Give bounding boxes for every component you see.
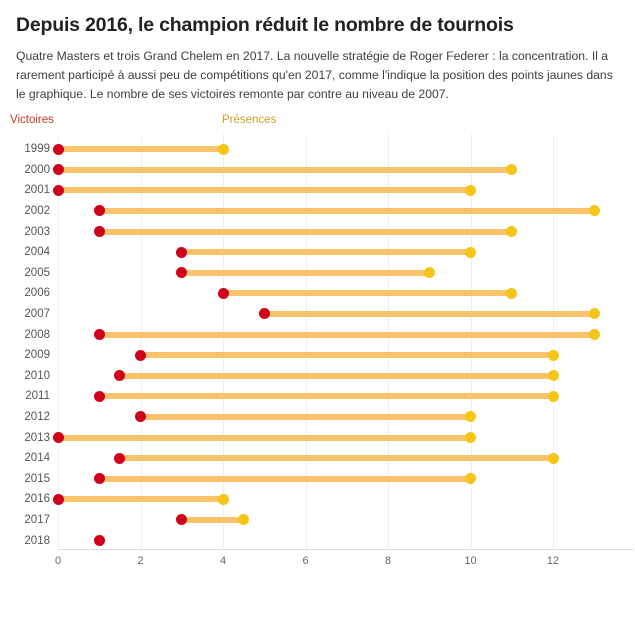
data-point-presences[interactable]: [506, 288, 517, 299]
data-point-victoires[interactable]: [53, 164, 64, 175]
x-axis-tick-label: 12: [546, 555, 560, 568]
data-point-presences[interactable]: [465, 432, 476, 443]
range-bar: [99, 393, 553, 399]
range-bar: [99, 332, 594, 338]
chart-row: [0, 448, 635, 468]
range-bar: [99, 476, 470, 482]
data-point-victoires[interactable]: [94, 226, 105, 237]
y-axis-tick-label: 2000: [24, 163, 50, 176]
chart-row: [0, 428, 635, 448]
chart-row: [0, 242, 635, 262]
y-axis-tick-label: 2006: [24, 287, 50, 300]
range-bar: [58, 146, 223, 152]
x-axis-tick-label: 6: [302, 555, 309, 568]
range-bar: [58, 187, 471, 193]
x-axis-tick-label: 2: [137, 555, 144, 568]
chart-row: [0, 139, 635, 159]
chart-row: [0, 263, 635, 283]
data-point-presences[interactable]: [424, 267, 435, 278]
dumbbell-chart: [0, 114, 635, 584]
chart-row: [0, 366, 635, 386]
range-bar: [141, 414, 471, 420]
data-point-victoires[interactable]: [135, 350, 146, 361]
data-point-victoires[interactable]: [176, 247, 187, 258]
x-axis-tick-label: 10: [464, 555, 477, 568]
y-axis-tick-label: 2009: [24, 349, 50, 362]
data-point-presences[interactable]: [589, 329, 600, 340]
range-bar: [120, 455, 553, 461]
chart-row: [0, 180, 635, 200]
data-point-presences[interactable]: [465, 473, 476, 484]
chart-row: [0, 201, 635, 221]
range-bar: [120, 373, 553, 379]
data-point-presences[interactable]: [238, 514, 249, 525]
y-axis-tick-label: 2008: [24, 328, 50, 341]
data-point-victoires[interactable]: [135, 411, 146, 422]
data-point-victoires[interactable]: [53, 185, 64, 196]
y-axis-tick-label: 2016: [24, 493, 50, 506]
y-axis-tick-label: 2007: [24, 307, 50, 320]
y-axis-tick-label: 2014: [24, 452, 50, 465]
chart-row: [0, 160, 635, 180]
chart-plot-area: [0, 134, 635, 584]
range-bar: [58, 167, 512, 173]
range-bar: [264, 311, 594, 317]
y-axis-tick-label: 2011: [25, 390, 50, 403]
chart-row: [0, 283, 635, 303]
data-point-victoires[interactable]: [176, 267, 187, 278]
data-point-victoires[interactable]: [53, 494, 64, 505]
legend-entry-presences: Présences: [222, 114, 277, 127]
data-point-presences[interactable]: [548, 370, 559, 381]
data-point-victoires[interactable]: [53, 144, 64, 155]
data-point-presences[interactable]: [465, 185, 476, 196]
chart-row: [0, 304, 635, 324]
legend-entry-victoires: Victoires: [10, 114, 54, 127]
data-point-presences[interactable]: [589, 308, 600, 319]
data-point-victoires[interactable]: [176, 514, 187, 525]
chart-legend: [0, 114, 635, 132]
range-bar: [182, 517, 244, 523]
data-point-victoires[interactable]: [259, 308, 270, 319]
y-axis-tick-label: 2001: [24, 184, 50, 197]
range-bar: [58, 435, 471, 441]
chart-row: [0, 386, 635, 406]
data-point-presences[interactable]: [465, 411, 476, 422]
page-title: Depuis 2016, le champion réduit le nombre de tournois: [16, 14, 514, 36]
chart-row: [0, 531, 635, 551]
y-axis-tick-label: 2013: [24, 431, 50, 444]
y-axis-tick-label: 2002: [24, 204, 50, 217]
chart-row: [0, 510, 635, 530]
y-axis-tick-label: 2004: [24, 246, 50, 259]
y-axis-tick-label: 2010: [24, 369, 50, 382]
y-axis-tick-label: 2012: [24, 410, 50, 423]
data-point-victoires[interactable]: [218, 288, 229, 299]
data-point-victoires[interactable]: [94, 391, 105, 402]
chart-row: [0, 469, 635, 489]
data-point-victoires[interactable]: [114, 453, 125, 464]
range-bar: [99, 208, 594, 214]
data-point-presences[interactable]: [548, 453, 559, 464]
range-bar: [223, 290, 512, 296]
data-point-victoires[interactable]: [114, 370, 125, 381]
data-point-presences[interactable]: [218, 494, 229, 505]
data-point-presences[interactable]: [506, 226, 517, 237]
chart-row: [0, 222, 635, 242]
chart-row: [0, 489, 635, 509]
y-axis-tick-label: 2017: [24, 513, 50, 526]
range-bar: [58, 496, 223, 502]
data-point-victoires[interactable]: [94, 205, 105, 216]
range-bar: [182, 249, 471, 255]
x-axis-tick-label: 4: [219, 555, 227, 568]
x-axis-tick-label: 8: [384, 555, 392, 568]
data-point-presences[interactable]: [218, 144, 229, 155]
y-axis-tick-label: 2005: [24, 266, 50, 279]
y-axis-tick-label: 2015: [24, 472, 50, 485]
data-point-victoires[interactable]: [94, 329, 105, 340]
range-bar: [182, 270, 430, 276]
y-axis-tick-label: 1999: [24, 143, 50, 156]
x-axis-tick-label: 0: [54, 555, 62, 568]
y-axis-tick-label: 2018: [24, 534, 50, 547]
data-point-presences[interactable]: [589, 205, 600, 216]
y-axis-tick-label: 2003: [24, 225, 50, 238]
page-subtitle: Quatre Masters et trois Grand Chelem en 2017. La nouvelle stratégie de Roger Federer : la concentration. Il a rarement participé à aussi peu de compétitions qu'en 2017, comme l'indique la position des points jaunes dans le graphique. Le nombre de ses victoires remonte par contre au niveau de 2007.: [16, 49, 613, 102]
data-point-victoires[interactable]: [94, 535, 105, 546]
data-point-victoires[interactable]: [53, 432, 64, 443]
chart-row: [0, 407, 635, 427]
data-point-presences[interactable]: [548, 391, 559, 402]
range-bar: [141, 352, 554, 358]
data-point-presences[interactable]: [548, 350, 559, 361]
data-point-presences[interactable]: [506, 164, 517, 175]
data-point-victoires[interactable]: [94, 473, 105, 484]
range-bar: [99, 229, 512, 235]
data-point-presences[interactable]: [465, 247, 476, 258]
chart-row: [0, 325, 635, 345]
chart-row: [0, 345, 635, 365]
